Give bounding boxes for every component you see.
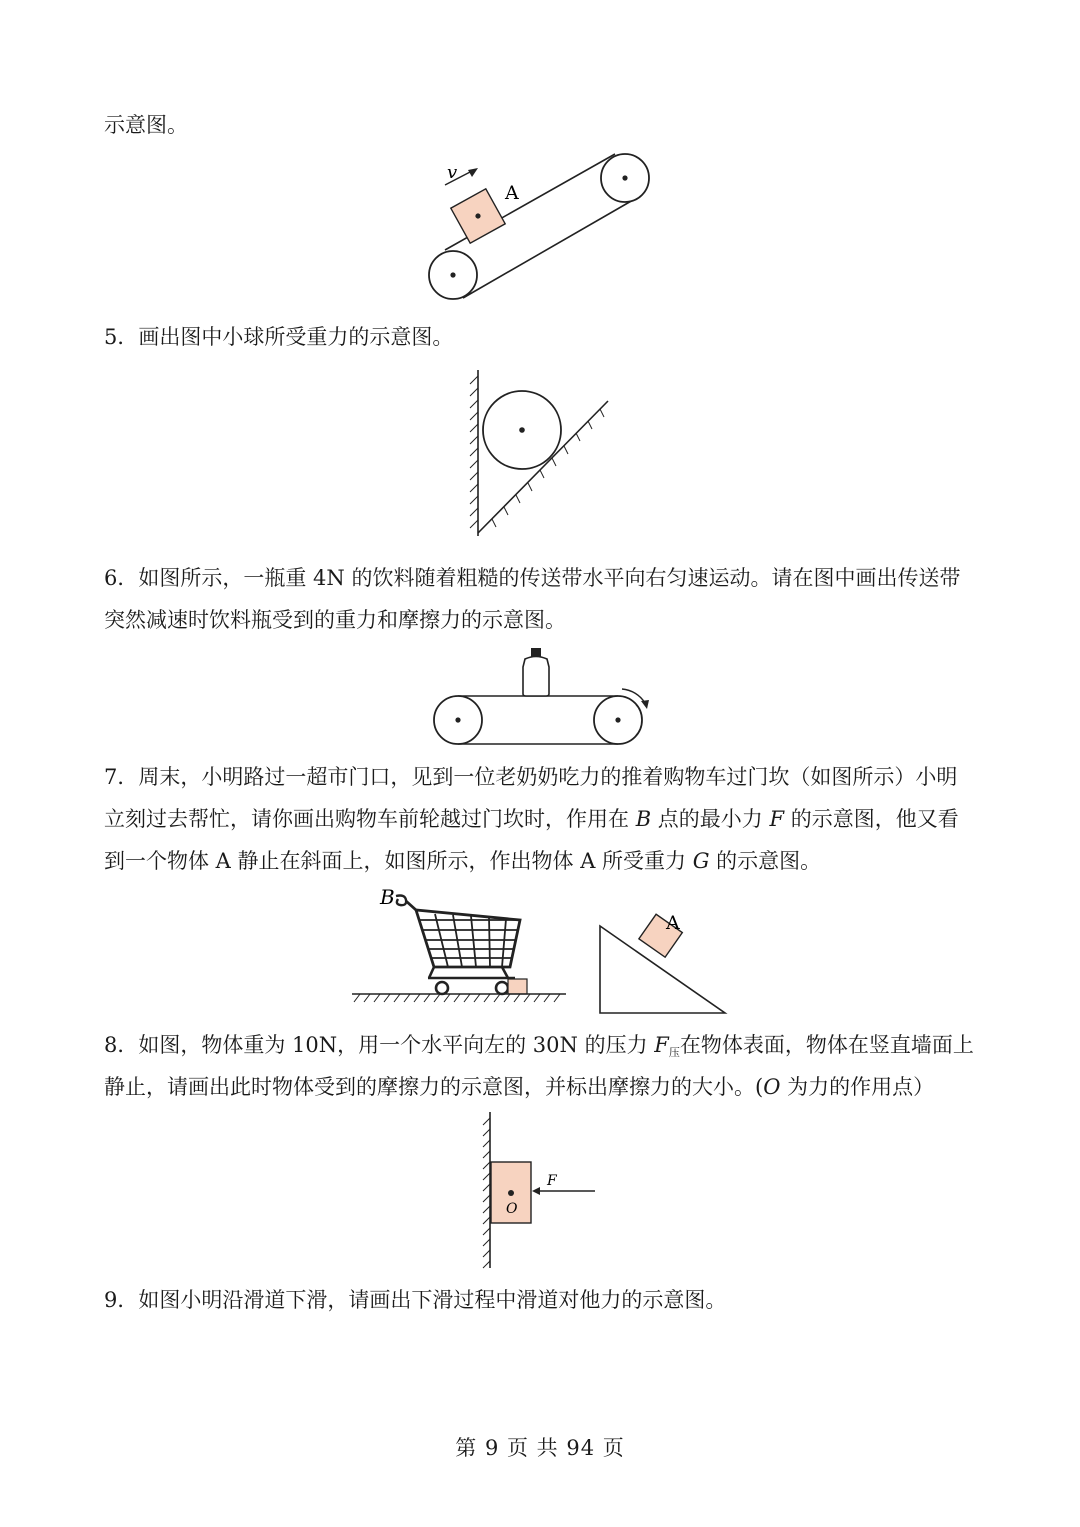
point-b-label: B [380, 885, 395, 909]
q4-tail-text: 示意图。 [104, 113, 188, 137]
q6-line-1: 6．如图所示，一瓶重 4N 的饮料随着粗糙的传送带水平向右匀速运动。请在图中画出传送带 [104, 566, 961, 590]
q8-line-1: 8．如图，物体重为 10N，用一个水平向左的 30N 的压力 $F_压$在物体表面，物体在竖直墙面上 [104, 1033, 974, 1059]
point-o-label: O [506, 1201, 518, 1217]
figure-inclined-conveyor [420, 150, 660, 310]
q6-line-2: 突然减速时饮料瓶受到的重力和摩擦力的示意图。 [104, 608, 566, 632]
q7-line-2: 立刻过去帮忙，请你画出购物车前轮越过门坎时，作用在 B 点的最小力 F 的示意图，他又看 [104, 807, 959, 831]
cart-basket [416, 910, 520, 978]
cart-front-wheel [496, 982, 508, 994]
q8-line-2: 静止，请画出此时物体受到的摩擦力的示意图，并标出摩擦力的大小。(O 为力的作用点） [104, 1075, 935, 1099]
figure-ball-wall-incline [460, 368, 620, 538]
door-step [508, 979, 527, 994]
figure-block-on-slope [595, 905, 735, 1017]
block-a-label: A [505, 182, 519, 204]
force-f-label: F [547, 1173, 557, 1189]
cart-rear-wheel [436, 982, 448, 994]
figure-block-on-wall [478, 1110, 603, 1270]
q9-text: 9．如图小明沿滑道下滑，请画出下滑过程中滑道对他力的示意图。 [104, 1288, 727, 1312]
slope-block-label: A [666, 912, 680, 934]
q5-text: 5．画出图中小球所受重力的示意图。 [104, 325, 454, 349]
figure-horizontal-conveyor [425, 645, 655, 750]
q7-line-3: 到一个物体 A 静止在斜面上，如图所示，作出物体 A 所受重力 G 的示意图。 [104, 849, 822, 873]
page-footer: 第 9 页 共 94 页 [455, 1436, 625, 1460]
bottle [523, 648, 549, 696]
q7-line-1: 7．周末，小明路过一超市门口，见到一位老奶奶吃力的推着购物车过门坎（如图所示）小明 [104, 765, 958, 789]
figure-shopping-cart [350, 882, 570, 1012]
velocity-label: v [447, 162, 458, 183]
